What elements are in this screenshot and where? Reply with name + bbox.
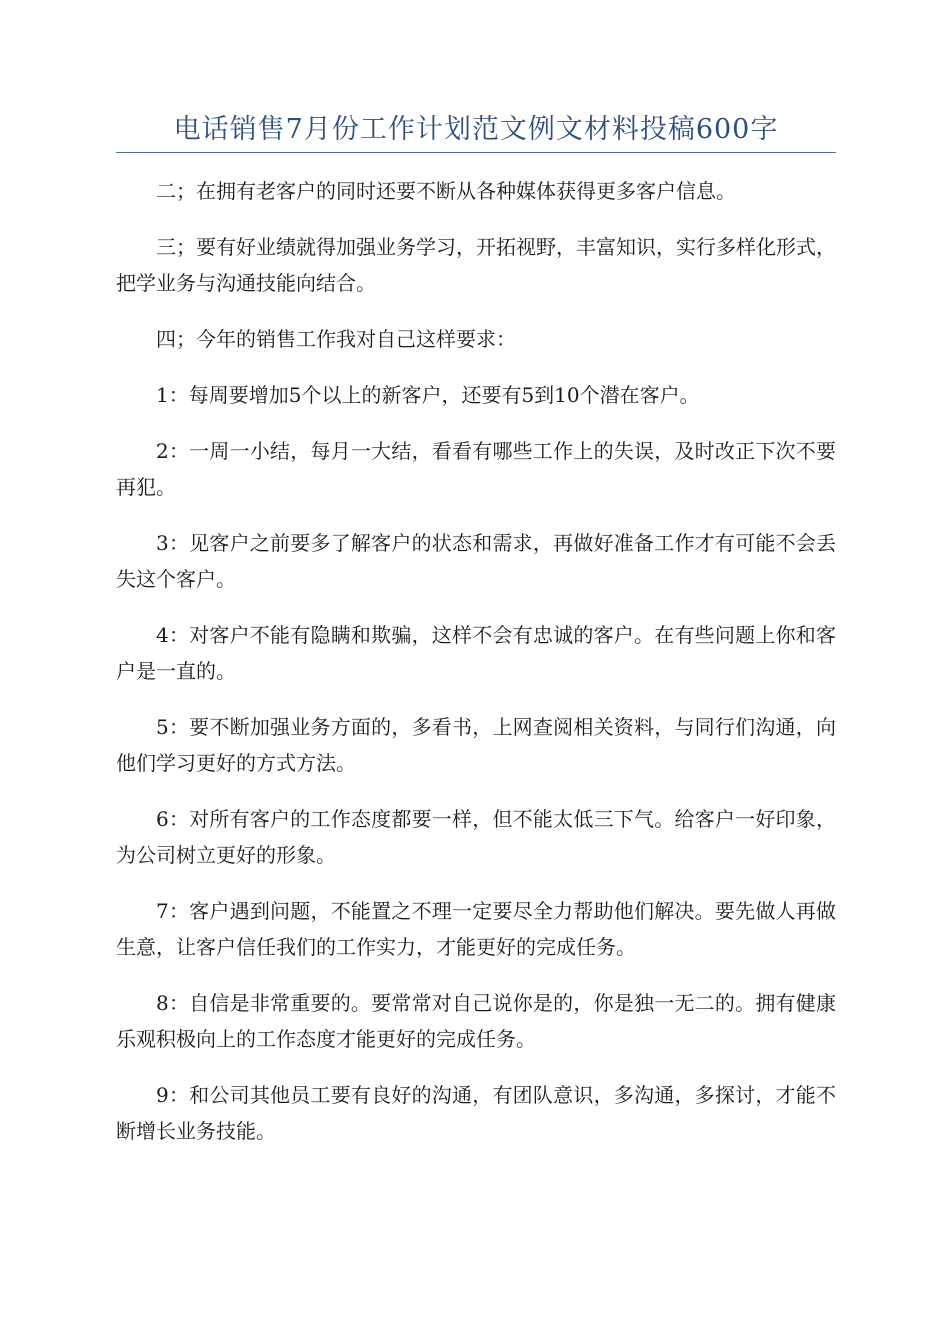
list-item-4: 4：对客户不能有隐瞒和欺骗，这样不会有忠诚的客户。在有些问题上你和客户是一直的。	[116, 623, 836, 683]
list-item-8: 8：自信是非常重要的。要常常对自己说你是的，你是独一无二的。拥有健康乐观积极向上的工作态度才能更好的完成任务。	[116, 991, 836, 1051]
paragraph-2: 二；在拥有老客户的同时还要不断从各种媒体获得更多客户信息。	[156, 179, 736, 203]
paragraph-3: 三；要有好业绩就得加强业务学习，开拓视野，丰富知识，实行多样化形式，把学业务与沟通技能向结合。	[116, 235, 836, 295]
document-body	[116, 173, 836, 1149]
list-item-2: 2：一周一小结，每月一大结，看看有哪些工作上的失误，及时改正下次不要再犯。	[116, 439, 836, 499]
list-item-9: 9：和公司其他员工要有良好的沟通，有团队意识，多沟通，多探讨，才能不断增长业务技能。	[116, 1083, 836, 1143]
list-item-1: 1：每周要增加5个以上的新客户，还要有5到10个潜在客户。	[156, 383, 700, 407]
list-item-3: 3：见客户之前要多了解客户的状态和需求，再做好准备工作才有可能不会丢失这个客户。	[116, 531, 836, 591]
paragraph-4: 四；今年的销售工作我对自己这样要求：	[156, 327, 516, 351]
list-item-6: 6：对所有客户的工作态度都要一样，但不能太低三下气。给客户一好印象，为公司树立更好的形象。	[116, 807, 836, 867]
document-title: 电话销售7月份工作计划范文例文材料投稿600字	[116, 112, 836, 153]
list-item-5: 5：要不断加强业务方面的，多看书，上网查阅相关资料，与同行们沟通，向他们学习更好的方式方法。	[116, 715, 836, 775]
document-page	[116, 112, 836, 1169]
list-item-7: 7：客户遇到问题，不能置之不理一定要尽全力帮助他们解决。要先做人再做生意，让客户信任我们的工作实力，才能更好的完成任务。	[116, 899, 836, 959]
